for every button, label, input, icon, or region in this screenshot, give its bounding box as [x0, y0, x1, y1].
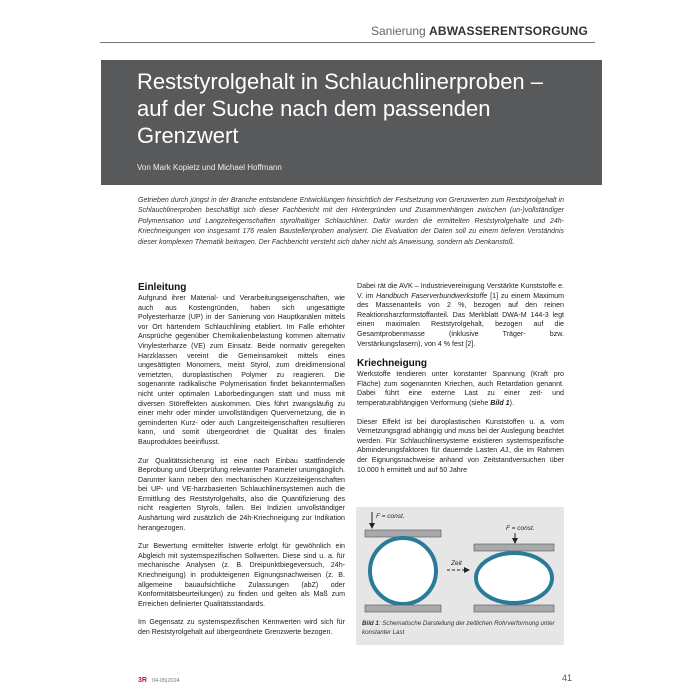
paragraph	[357, 418, 564, 476]
load-plate-right-bottom	[474, 605, 554, 612]
force-label-right: F = const.	[506, 525, 535, 532]
time-label: Zeit	[451, 560, 462, 567]
text-span: , die im Rahmen der Eignungsnachweise anhand von Zeitstandversuchen über 10.000 h ermittelt und auf 50 Jahre	[357, 446, 564, 474]
force-label-left: F = const.	[376, 513, 405, 520]
load-plate-left-bottom	[365, 605, 441, 612]
article-abstract: Getrieben durch jüngst in der Branche entstandene Entwicklungen hinsichtlich der Festsetzung von Grenzwerten zum Reststyrolgehalt in Schlauchlinerproben beschäftigt sich dieser Fachbericht mit den Hintergründen und Zusammenhängen zwischen (un-)vollständiger Polymerisation und Langzeiteigenschaften styrolhaltiger Schlauchliner. Dafür wurden die ermittelten Reststyrolgehalte und 24h-Kriechneigungen von insgesamt 176 realen Baustellenproben analysiert. Die Evaluation der Daten soll zu einem tieferen Verständnis dieser komplexen Thematik beitragen. Der Fachbericht versteht sich daher nicht als Anweisung, sondern als Denkanstoß.	[138, 197, 564, 246]
header-category: Sanierung	[370, 24, 426, 38]
section-header	[371, 24, 588, 38]
text-span: Dabei rät die AVK – Industrievereinigung Verstärkte Kunststoffe e. V. im	[357, 282, 564, 300]
article-authors: Von Mark Kopietz und Michael Hoffmann	[137, 163, 282, 172]
paragraph: Im Gegensatz zu systemspezifischen Kennwerten wird sich für den Reststyrolgehalt auf übergeordnete Grenzwerte bezogen.	[138, 618, 345, 636]
factor-symbol: A1	[500, 446, 509, 455]
heading-einleitung: Einleitung	[138, 282, 187, 293]
page-header	[100, 0, 700, 52]
header-section: ABWASSERENTSORGUNG	[429, 24, 588, 38]
paragraph: Zur Bewertung ermittelter Istwerte erfolgt für gewöhnlich ein Abgleich mit systemspezifischen Sollwerten. Diese sind u. a. für mechanische Analysen (z. B. Dreipunktbiegeversuch, 24h-Kriechneigung) in produkteigenen Eignungsnachweisen (z. B. allgemeine bauaufsichtliche Zulassungen (abZ) oder Konformitätsbeurteilungen) zu finden und gelten als Maß zum Erreichen definierter Qualitätsstandards.	[138, 542, 345, 608]
column-right	[357, 282, 564, 484]
title-box	[101, 60, 602, 185]
text-span: [1] zu einem Maximum des Massenanteils von 2 %, bezogen auf den reinen Reaktionsharzformstoffanteil. Das Merkblatt DWA-M 144-3 legt einen maximalen Reststyrolgehalt, bezogen auf die Gesamtprobenmasse (inklusive Träger- bzw. Verstärkungsfasern), von 4 % fest [2].	[357, 291, 564, 348]
load-plate-left-top	[365, 530, 441, 537]
figure-1	[356, 507, 564, 645]
book-title: Handbuch Faserverbundwerkstoffe	[376, 291, 488, 300]
column-left	[138, 282, 345, 647]
article-title: Reststyrolgehalt in Schlauchlinerproben – auf der Suche nach dem passenden Grenzwert	[137, 69, 544, 148]
header-divider	[100, 42, 595, 43]
pipe-deformed	[476, 553, 552, 603]
paragraph: Zur Qualitätssicherung ist eine nach Einbau stattfindende Beprobung und Überprüfung relevanter Parameter unumgänglich. Darunter kann neben den mechanischen Kurzzeiteigenschaften bei UP- und VE-harzbasierten Schlauchlinersystemen auch die Ermittlung des Reststyrolgehalts, also die Quantifizierung des nicht reagierten Styrols, fallen. Bei Indizien unvollständiger Aushärtung wird zusätzlich die 24h-Kriechneigung zur Indikation herangezogen.	[138, 456, 345, 532]
figure-caption	[362, 620, 558, 637]
paragraph: Aufgrund ihrer Material- und Verarbeitungseigenschaften, wie auch aus Kostengründen, haben sich ungesättigte Polyesterharze (UP) in der Sanierung von Hauptkanälen mittels vor Ort härtendem Schlauchlining etabliert. Im Falle erhöhter Ansprüche gegenüber Chemikalienbelastung kommen alternativ Vinylesterharze (VE) zum Einsatz. Beide normativ geregelten Harzklassen vereint die Gemeinsamkeit mittels eines ungesättigten Monomers, meist Styrol, zum dreidimensional vernetzten, duroplastischen Polymer zu reagieren. Die sogenannte radikalische Polymerisation findet bekanntermaßen nicht unter optimalen Laborbedingungen statt und muss mit diversen Störeffekten auskommen. Dies führt zwangsläufig zu einer mehr oder minder unvollständigen Quervernetzung, die in geminderten Kurz- oder auch Langzeiteigenschaften resultieren kann, und somit übergeordnet die Qualität des finalen Bauproduktes beeinflusst.	[138, 294, 345, 446]
caption-label: Bild 1	[362, 620, 379, 627]
figure-reference: Bild 1	[490, 398, 510, 407]
text-span: ).	[509, 398, 514, 407]
text-span: Dieser Effekt ist bei duroplastischen Kunststoffen u. a. vom Vernetzungsgrad abhängig und muss bei der Auslegung beachtet werden. Für Schlauchlinersysteme existieren systemspezifische Abminderungsfaktoren für dauernde Lasten	[357, 417, 564, 455]
caption-text: : Schematische Darstellung der zeitlichen Rohrverformung unter konstanter Last	[362, 620, 555, 636]
paragraph	[357, 282, 564, 349]
heading-kriechneigung: Kriechneigung	[357, 358, 428, 370]
paragraph	[357, 370, 564, 408]
issue-number: 04-05|2024	[152, 678, 180, 684]
load-plate-right-top	[474, 544, 554, 551]
text-span: Werkstoffe tendieren unter konstanter Spannung (Kraft pro Fläche) zum sogenannten Kriechen, auch Retardation genannt. Dabei führt eine externe Last zu einer zeit- und temperaturabhängigen Verformung (siehe	[357, 370, 564, 407]
page-number: 41	[562, 673, 573, 683]
magazine-logo: 3R	[138, 677, 147, 684]
pipe-undeformed	[370, 538, 436, 604]
